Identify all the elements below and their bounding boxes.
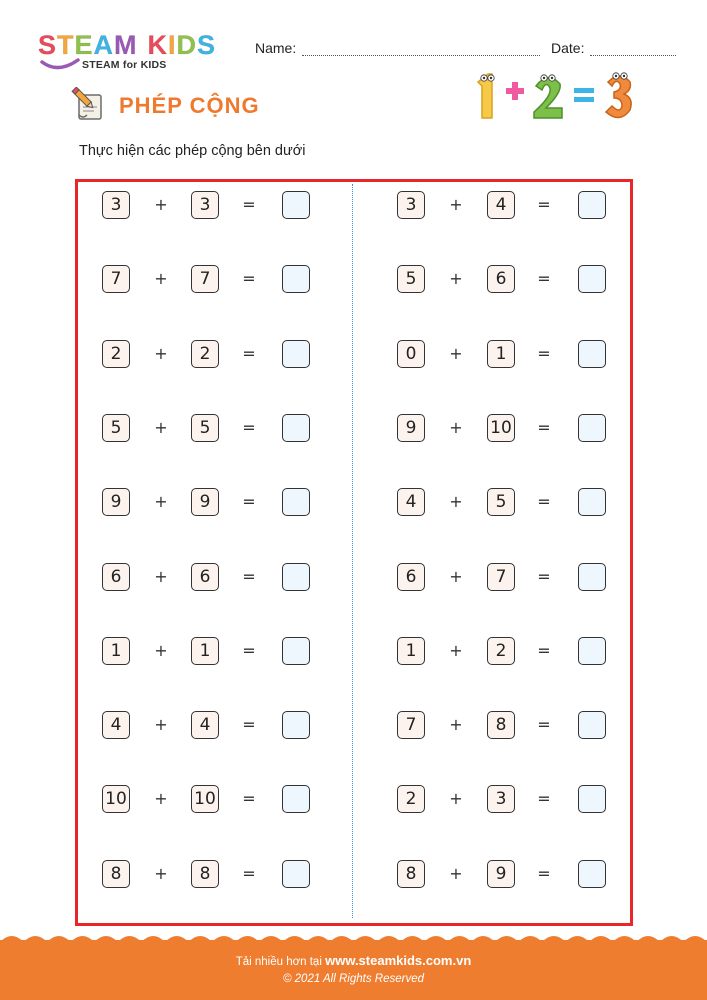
answer-box[interactable]: [282, 860, 310, 888]
equals-sign: =: [242, 344, 256, 363]
equals-sign: =: [537, 269, 551, 288]
addend-a-box: 9: [102, 488, 130, 516]
addend-b-box: 1: [191, 637, 219, 665]
plus-sign: +: [154, 641, 168, 660]
equals-sign: =: [242, 418, 256, 437]
date-line[interactable]: [590, 43, 676, 56]
addend-a-box: 8: [397, 860, 425, 888]
answer-box[interactable]: [282, 711, 310, 739]
plus-sign: +: [154, 715, 168, 734]
answer-box[interactable]: [282, 785, 310, 813]
logo-letter: E: [74, 30, 94, 60]
logo-swoosh-icon: [40, 58, 80, 72]
addend-a-box: 6: [102, 563, 130, 591]
addend-b-box: 2: [487, 637, 515, 665]
logo-letter: S: [197, 30, 217, 60]
logo-letter: S: [38, 30, 58, 60]
addend-b-box: 7: [487, 563, 515, 591]
addend-b-box: 5: [191, 414, 219, 442]
answer-box[interactable]: [578, 340, 606, 368]
equals-sign: =: [537, 715, 551, 734]
plus-sign: +: [449, 269, 463, 288]
mascot-two-icon: [534, 75, 562, 118]
steam-kids-logo: [38, 30, 238, 78]
addend-a-box: 2: [102, 340, 130, 368]
instruction-text: Thực hiện các phép cộng bên dưới: [79, 143, 306, 159]
mascot-one-icon: [478, 74, 494, 118]
mascot-three-icon: [606, 73, 631, 118]
addend-a-box: 1: [102, 637, 130, 665]
addend-b-box: 8: [191, 860, 219, 888]
addend-b-box: 10: [191, 785, 219, 813]
logo-letter: [138, 30, 148, 60]
answer-box[interactable]: [578, 860, 606, 888]
logo-letter: I: [168, 30, 177, 60]
equals-sign: =: [242, 715, 256, 734]
addend-a-box: 4: [397, 488, 425, 516]
addend-b-box: 8: [487, 711, 515, 739]
plus-sign: +: [449, 418, 463, 437]
answer-box[interactable]: [578, 563, 606, 591]
answer-box[interactable]: [578, 414, 606, 442]
answer-box[interactable]: [578, 711, 606, 739]
answer-box[interactable]: [282, 414, 310, 442]
plus-sign: +: [449, 567, 463, 586]
equals-sign: =: [537, 567, 551, 586]
name-label: Name:: [255, 40, 297, 56]
addend-b-box: 1: [487, 340, 515, 368]
name-line[interactable]: [302, 43, 540, 56]
addend-b-box: 3: [487, 785, 515, 813]
addend-a-box: 7: [102, 265, 130, 293]
addend-b-box: 4: [487, 191, 515, 219]
equals-sign: =: [537, 789, 551, 808]
equals-sign: =: [242, 789, 256, 808]
plus-sign: +: [449, 789, 463, 808]
answer-box[interactable]: [578, 637, 606, 665]
answer-box[interactable]: [578, 488, 606, 516]
plus-sign: +: [449, 195, 463, 214]
plus-sign: +: [154, 789, 168, 808]
plus-sign: +: [449, 864, 463, 883]
answer-box[interactable]: [578, 191, 606, 219]
footer-bar: [0, 940, 707, 1000]
column-divider: [352, 184, 353, 918]
addend-b-box: 3: [191, 191, 219, 219]
addend-a-box: 3: [102, 191, 130, 219]
addend-b-box: 9: [191, 488, 219, 516]
addend-a-box: 0: [397, 340, 425, 368]
addend-a-box: 6: [397, 563, 425, 591]
footer-site-link[interactable]: www.steamkids.com.vn: [325, 953, 472, 968]
equals-sign: =: [537, 418, 551, 437]
equals-sign: =: [242, 492, 256, 511]
logo-letter: M: [114, 30, 138, 60]
plus-sign: +: [154, 492, 168, 511]
equals-sign: =: [537, 344, 551, 363]
addend-b-box: 4: [191, 711, 219, 739]
page-title: PHÉP CỘNG: [119, 93, 260, 118]
addend-a-box: 2: [397, 785, 425, 813]
addend-a-box: 5: [102, 414, 130, 442]
addend-b-box: 9: [487, 860, 515, 888]
addend-b-box: 2: [191, 340, 219, 368]
answer-box[interactable]: [282, 191, 310, 219]
answer-box[interactable]: [578, 785, 606, 813]
addend-b-box: 6: [191, 563, 219, 591]
plus-sign: +: [449, 641, 463, 660]
plus-sign: +: [449, 715, 463, 734]
plus-sign: +: [154, 567, 168, 586]
plus-sign: +: [449, 344, 463, 363]
addend-b-box: 10: [487, 414, 515, 442]
equals-sign: =: [537, 641, 551, 660]
addend-b-box: 5: [487, 488, 515, 516]
plus-sign: +: [154, 195, 168, 214]
logo-letter: T: [57, 30, 75, 60]
equals-sign: =: [242, 567, 256, 586]
equals-sign: =: [537, 864, 551, 883]
mascot-equals-icon: [574, 88, 594, 102]
answer-box[interactable]: [282, 637, 310, 665]
answer-box[interactable]: [578, 265, 606, 293]
number-mascots-illustration: [470, 68, 640, 124]
footer-download-line: [0, 953, 707, 968]
addend-b-box: 7: [191, 265, 219, 293]
addend-a-box: 5: [397, 265, 425, 293]
plus-sign: +: [154, 418, 168, 437]
answer-box[interactable]: [282, 563, 310, 591]
addend-a-box: 8: [102, 860, 130, 888]
date-label: Date:: [551, 40, 585, 56]
footer-copyright: © 2021 All Rights Reserved: [282, 973, 424, 985]
answer-box[interactable]: [282, 488, 310, 516]
name-field[interactable]: [255, 40, 540, 56]
pencil-paper-icon: [70, 87, 106, 123]
plus-sign: +: [154, 269, 168, 288]
date-field[interactable]: [551, 40, 676, 56]
addend-a-box: 4: [102, 711, 130, 739]
answer-box[interactable]: [282, 340, 310, 368]
addend-a-box: 1: [397, 637, 425, 665]
logo-letter: K: [147, 30, 169, 60]
addend-a-box: 10: [102, 785, 130, 813]
footer-prefix: Tải nhiều hơn tại: [235, 956, 322, 968]
logo-subtitle: STEAM for KIDS: [82, 59, 167, 71]
equals-sign: =: [242, 269, 256, 288]
addend-a-box: 3: [397, 191, 425, 219]
equals-sign: =: [242, 641, 256, 660]
answer-box[interactable]: [282, 265, 310, 293]
plus-sign: +: [449, 492, 463, 511]
worksheet-frame: [75, 179, 633, 926]
logo-letter: D: [176, 30, 198, 60]
mascot-plus-icon: [506, 82, 524, 100]
equals-sign: =: [242, 195, 256, 214]
addend-a-box: 9: [397, 414, 425, 442]
addend-a-box: 7: [397, 711, 425, 739]
plus-sign: +: [154, 344, 168, 363]
equals-sign: =: [537, 492, 551, 511]
addend-b-box: 6: [487, 265, 515, 293]
logo-wordmark: [38, 30, 238, 60]
logo-letter: A: [93, 30, 115, 60]
equals-sign: =: [537, 195, 551, 214]
equals-sign: =: [242, 864, 256, 883]
plus-sign: +: [154, 864, 168, 883]
